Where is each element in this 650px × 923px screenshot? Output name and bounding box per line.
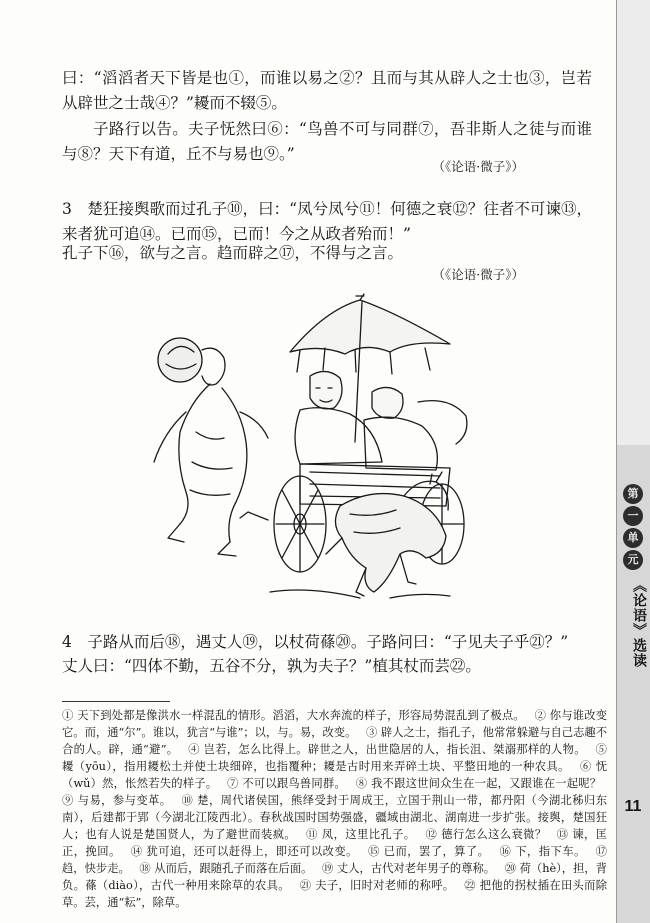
footnote-12: ⑫ 德行怎么这么衰微？	[425, 828, 547, 841]
footnote-9: ⑨ 与易，参与变革。	[62, 794, 172, 807]
sidebar-light-band	[617, 0, 650, 445]
footnote-18: ⑱ 从而后，跟随孔子而落在后面。	[139, 862, 313, 875]
unit-label-char-4: 元	[623, 550, 643, 570]
footnote-5: ⑤ 耰（yōu），指用耰松土并使土块细碎，也指覆种；耰是古时用来弄碎土块、平整田地的一种农具。	[62, 743, 607, 773]
unit-label-char-2: 一	[623, 506, 643, 526]
footnote-1: ① 天下到处都是像洪水一样混乱的情形。滔滔，大水奔流的样子，形容局势混乱到了极点。	[62, 709, 525, 722]
footnote-14: ⑭ 犹可追，还可以赶得上，即还可以改变。	[130, 845, 358, 858]
footnote-19: ⑲ 丈人，古代对老年男子的尊称。	[322, 862, 496, 875]
unit-label-char-1: 第	[623, 484, 643, 504]
footnote-11: ⑪ 凤，这里比孔子。	[306, 828, 416, 841]
passage-3-source: （《论语·微子》）	[432, 267, 524, 282]
passage-2-paragraph-1: 曰：“滔滔者天下皆是也①，而谁以易之②？且而与其从辟人之士也③，岂若从辟世之士哉④？”耰而不辍⑤。	[62, 69, 592, 112]
footnote-divider	[62, 701, 170, 702]
footnote-10: ⑩ 楚，周代诸侯国，熊绎受封于周成王，立国于荆山一带，都丹阳（今湖北秭归东南），后建都于郢（今湖北江陵西北）。春秋战国时国势强盛，疆域由湖北、湖南进一步扩张。接舆，楚国狂人；也有人说是楚国贤人，为了避世而装疯。	[62, 794, 607, 841]
passage-3-paragraph-2: 孔子下⑯，欲与之言。趋而辟之⑰，不得与之言。	[62, 244, 404, 262]
footnote-3: ③ 辟人之士，指孔子，他常常躲避与自己志趣不合的人。辟，通“避”。	[62, 726, 608, 756]
footnotes	[62, 707, 607, 911]
footnote-15: ⑮ 已而，罢了，算了。	[367, 845, 490, 858]
footnote-22: ㉒ 把他的拐杖插在田头而除草。芸，通“耘”，除草。	[62, 879, 608, 909]
footnote-6: ⑥ 怃（wǔ）然，怅然若失的样子。	[62, 760, 607, 790]
unit-label-char-3: 单	[623, 528, 643, 548]
footnote-2: ② 你与谁改变它。而，通“尔”。谁以，犹言“与谁”；以，与。易，改变。	[62, 709, 608, 739]
footnote-8: ⑧ 我不跟这世间众生在一起，又跟谁在一起呢？	[355, 777, 602, 790]
passage-2-paragraph-2: 子路行以告。夫子怃然曰⑥：“鸟兽不可与同群⑦，吾非斯人之徒与而谁与⑧？天下有道，丘不与易也⑨。”	[62, 120, 592, 163]
book-title: 《论语》选读	[631, 578, 647, 668]
passage-2-source: （《论语·微子》）	[432, 159, 524, 174]
footnote-7: ⑦ 不可以跟鸟兽同群。	[227, 777, 346, 790]
footnote-4: ④ 岂若，怎么比得上。辟世之人，出世隐居的人，指长沮、桀溺那样的人物。	[188, 743, 586, 756]
passage-4-paragraph-1: 4 子路从而后⑱，遇丈人⑲，以杖荷蓧⑳。子路问曰：“子见夫子乎㉑？”	[62, 633, 569, 651]
footnote-13: ⑬ 谏，匡正，挽回。	[62, 828, 608, 858]
carriage-illustration	[150, 292, 480, 612]
footnote-20: ⑳ 荷（hè），担，背负。蓧（diào），古代一种用来除草的农具。	[62, 862, 607, 892]
footnote-17: ⑰ 趋，快步走。	[62, 845, 608, 875]
passage-3-paragraph-1: 3 楚狂接舆歌而过孔子⑩，曰：“凤兮凤兮⑪！何德之衰⑫？往者不可谏⑬，来者犹可追⑭。已而⑮，已而！今之从政者殆而！”	[62, 200, 592, 243]
unit-sidebar	[616, 0, 650, 923]
footnote-16: ⑯ 下，指下车。	[499, 845, 586, 858]
footnote-21: ㉑ 夫子，旧时对老师的称呼。	[299, 879, 455, 892]
page-number: 11	[624, 798, 642, 815]
passage-4-paragraph-2: 丈人曰：“四体不勤，五谷不分，孰为夫子？”植其杖而芸㉒。	[62, 657, 481, 675]
